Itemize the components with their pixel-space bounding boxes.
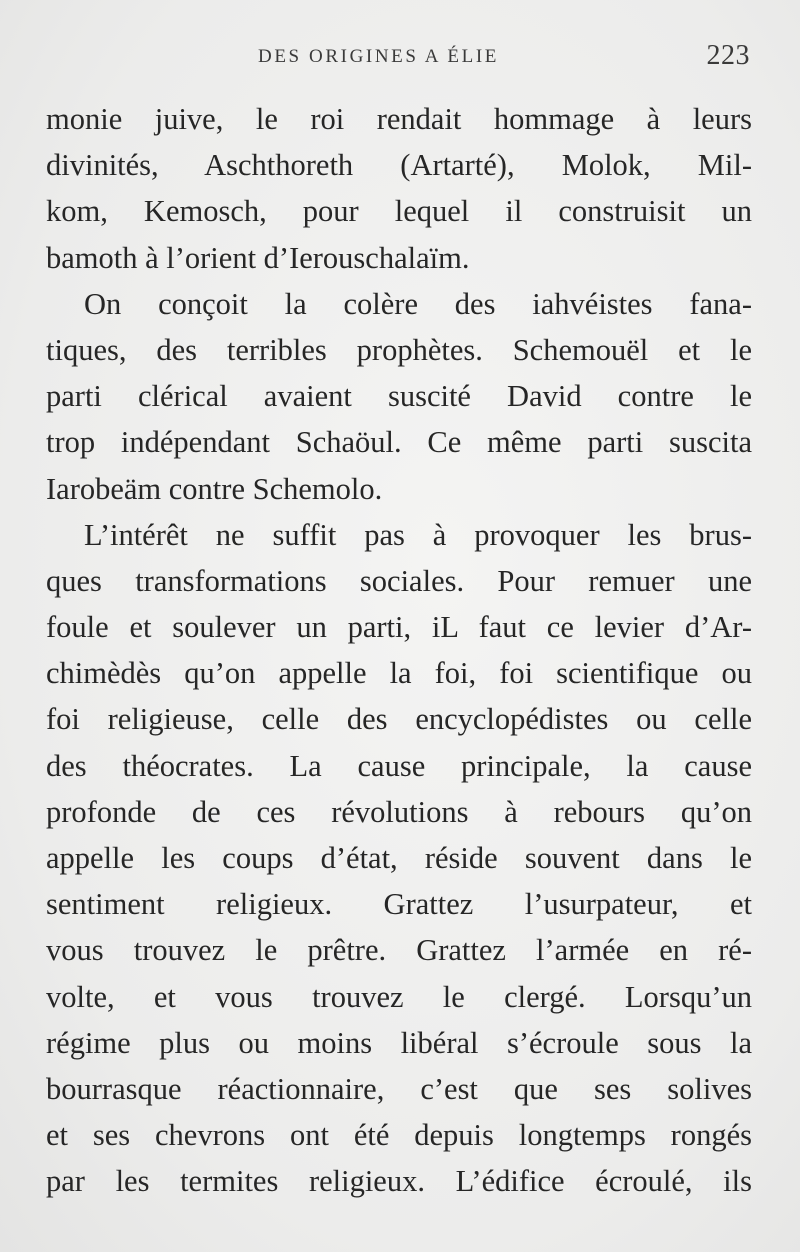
text-line: et ses chevrons ont été depuis longtemps rongés: [46, 1118, 752, 1153]
text-line: monie juive, le roi rendait hommage à leurs: [46, 102, 752, 136]
text-line: foi religieuse, celle des encyclopédistes ou celle: [46, 702, 752, 737]
body-text: [46, 96, 752, 1205]
text-line: sentiment religieux. Grattez l’usurpateur, et: [46, 887, 752, 922]
text-line: chimèdès qu’on appelle la foi, foi scientifique ou: [46, 656, 752, 691]
text-line: profonde de ces révolutions à rebours qu’on: [46, 794, 752, 829]
text-line: par les termites religieux. L’édifice écroulé, ils: [46, 1164, 752, 1199]
text-line: bamoth à l’orient d’Ierouschalaïm.: [46, 240, 470, 275]
page-number: 223: [706, 40, 750, 71]
page-header: [0, 40, 800, 76]
text-line: kom, Kemosch, pour lequel il construisit un: [46, 194, 752, 229]
text-line: divinités, Aschthoreth (Artarté), Molok, Mil-: [46, 148, 752, 183]
text-line: parti clérical avaient suscité David contre le: [46, 379, 752, 414]
text-line: foule et soulever un parti, iL faut ce levier d’Ar-: [46, 610, 752, 645]
text-line: appelle les coups d’état, réside souvent dans le: [46, 841, 752, 875]
text-line: régime plus ou moins libéral s’écroule sous la: [46, 1025, 752, 1060]
text-line: tiques, des terribles prophètes. Schemouël et le: [46, 332, 752, 367]
running-title: DES ORIGINES A ÉLIE: [258, 46, 499, 67]
text-line: L’intérêt ne suffit pas à provoquer les brus-: [84, 517, 752, 552]
text-line: vous trouvez le prêtre. Grattez l’armée en ré-: [46, 933, 752, 968]
text-line: des théocrates. La cause principale, la cause: [46, 748, 752, 783]
text-line: volte, et vous trouvez le clergé. Lorsqu’un: [46, 979, 752, 1014]
text-line: Iarobeäm contre Schemolo.: [46, 471, 383, 506]
text-line: bourrasque réactionnaire, c’est que ses solives: [46, 1071, 752, 1106]
text-line: ques transformations sociales. Pour remuer une: [46, 563, 752, 598]
text-line: trop indépendant Schaöul. Ce même parti suscita: [46, 425, 752, 460]
text-line: On conçoit la colère des iahvéistes fana-: [84, 286, 752, 321]
